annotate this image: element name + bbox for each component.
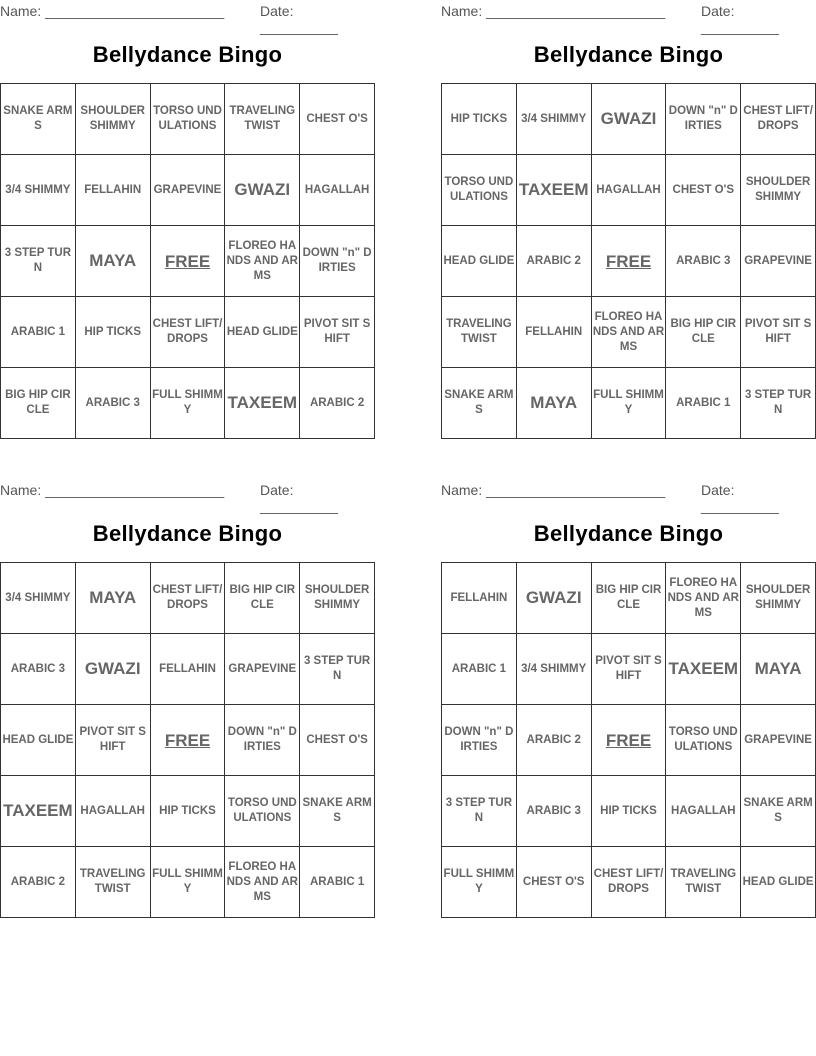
bingo-cell: MAYA [516,368,591,439]
bingo-cell: 3 STEP TURN [741,368,816,439]
name-field: Name: _______________________ [0,3,225,19]
bingo-cell: HEAD GLIDE [442,226,517,297]
bingo-cell: TAXEEM [1,776,76,847]
bingo-cell: HEAD GLIDE [225,297,300,368]
card-title: Bellydance Bingo [533,42,724,67]
bingo-cell: DOWN "n" DIRTIES [666,84,741,155]
bingo-grid [0,83,375,439]
bingo-cell: TRAVELING TWIST [666,847,741,918]
grid-row [442,84,816,155]
bingo-cell: PIVOT SIT SHIFT [75,705,150,776]
bingo-cell: HAGALLAH [666,776,741,847]
bingo-cell: BIG HIP CIRCLE [225,563,300,634]
free-space: FREE [150,705,225,776]
card-header [441,479,816,514]
bingo-cell: TRAVELING TWIST [75,847,150,918]
bingo-cell: FLOREO HANDS AND ARMS [225,226,300,297]
bingo-cell: SHOULDER SHIMMY [741,563,816,634]
bingo-cell: ARABIC 1 [442,634,517,705]
bingo-cell: BIG HIP CIRCLE [591,563,666,634]
bingo-cell: FLOREO HANDS AND ARMS [591,297,666,368]
bingo-cell: DOWN "n" DIRTIES [442,705,517,776]
card-header [0,479,375,514]
grid-row [442,563,816,634]
bingo-cell: SNAKE ARMS [741,776,816,847]
bingo-cell: PIVOT SIT SHIFT [591,634,666,705]
grid-row [1,776,375,847]
grid-row [442,776,816,847]
bingo-cell: TORSO UNDULATIONS [442,155,517,226]
grid-row [442,226,816,297]
bingo-cell: SNAKE ARMS [442,368,517,439]
bingo-cell: MAYA [741,634,816,705]
bingo-cell: 3/4 SHIMMY [516,634,591,705]
bingo-cell: HIP TICKS [442,84,517,155]
free-space: FREE [591,226,666,297]
bingo-cell: GWAZI [225,155,300,226]
bingo-cell: FELLAHIN [75,155,150,226]
bingo-cell: CHEST O'S [666,155,741,226]
bingo-cell: HAGALLAH [591,155,666,226]
bingo-cell: TORSO UNDULATIONS [666,705,741,776]
bingo-cell: FULL SHIMMY [150,368,225,439]
grid-row [1,297,375,368]
bingo-cell: ARABIC 3 [1,634,76,705]
bingo-cell: 3/4 SHIMMY [1,563,76,634]
bingo-cell: FULL SHIMMY [591,368,666,439]
card-title: Bellydance Bingo [533,521,724,546]
bingo-cell: MAYA [75,563,150,634]
bingo-cell: DOWN "n" DIRTIES [225,705,300,776]
free-space: FREE [150,226,225,297]
date-field: Date: __________ [701,482,779,514]
bingo-cell: 3/4 SHIMMY [516,84,591,155]
bingo-cell: GWAZI [75,634,150,705]
grid-row [1,368,375,439]
bingo-cell: SHOULDER SHIMMY [75,84,150,155]
grid-row [442,368,816,439]
bingo-cell: GRAPEVINE [741,226,816,297]
bingo-cell: PIVOT SIT SHIFT [300,297,375,368]
bingo-cell: HIP TICKS [591,776,666,847]
bingo-card-4 [441,479,816,914]
grid-row [442,705,816,776]
bingo-cell: ARABIC 3 [666,226,741,297]
grid-row [442,297,816,368]
bingo-cell: HEAD GLIDE [741,847,816,918]
bingo-cell: ARABIC 2 [1,847,76,918]
bingo-cell: BIG HIP CIRCLE [666,297,741,368]
bingo-cell: TRAVELING TWIST [225,84,300,155]
bingo-cell: SHOULDER SHIMMY [741,155,816,226]
bingo-cell: HEAD GLIDE [1,705,76,776]
grid-row [1,155,375,226]
bingo-grid [0,562,375,918]
bingo-cell: ARABIC 2 [516,226,591,297]
card-title: Bellydance Bingo [92,42,283,67]
bingo-cell: FLOREO HANDS AND ARMS [666,563,741,634]
bingo-cell: FELLAHIN [442,563,517,634]
bingo-cell: CHEST O'S [300,84,375,155]
bingo-cell: TORSO UNDULATIONS [225,776,300,847]
bingo-cell: HIP TICKS [150,776,225,847]
grid-row [1,705,375,776]
date-field: Date: __________ [260,3,338,35]
bingo-cell: ARABIC 1 [1,297,76,368]
bingo-cell: SNAKE ARMS [1,84,76,155]
bingo-cell: CHEST O'S [300,705,375,776]
bingo-cell: 3 STEP TURN [300,634,375,705]
bingo-cell: TRAVELING TWIST [442,297,517,368]
bingo-cell: ARABIC 1 [300,847,375,918]
bingo-cell: CHEST LIFT/DROPS [150,297,225,368]
bingo-cell: 3/4 SHIMMY [1,155,76,226]
grid-row [1,634,375,705]
bingo-cell: PIVOT SIT SHIFT [741,297,816,368]
bingo-cell: CHEST O'S [516,847,591,918]
bingo-cell: TAXEEM [225,368,300,439]
bingo-card-1 [0,0,375,435]
bingo-cell: GRAPEVINE [225,634,300,705]
bingo-cell: TAXEEM [516,155,591,226]
bingo-cell: FULL SHIMMY [150,847,225,918]
bingo-cell: 3 STEP TURN [1,226,76,297]
date-field: Date: __________ [701,3,779,35]
grid-row [1,847,375,918]
bingo-cell: HAGALLAH [75,776,150,847]
bingo-cell: ARABIC 2 [300,368,375,439]
grid-row [1,563,375,634]
bingo-cell: ARABIC 2 [516,705,591,776]
card-header [441,0,816,35]
bingo-cell: FELLAHIN [516,297,591,368]
bingo-grid [441,562,816,918]
bingo-cell: GRAPEVINE [150,155,225,226]
bingo-cell: TORSO UNDULATIONS [150,84,225,155]
bingo-cell: FULL SHIMMY [442,847,517,918]
bingo-cell: CHEST LIFT/DROPS [741,84,816,155]
name-field: Name: _______________________ [0,482,225,498]
card-header [0,0,375,35]
bingo-cell: GWAZI [591,84,666,155]
bingo-cell: 3 STEP TURN [442,776,517,847]
name-field: Name: _______________________ [441,482,666,498]
card-title: Bellydance Bingo [92,521,283,546]
name-field: Name: _______________________ [441,3,666,19]
bingo-grid [441,83,816,439]
bingo-cell: GRAPEVINE [741,705,816,776]
bingo-cell: HAGALLAH [300,155,375,226]
bingo-cell: SHOULDER SHIMMY [300,563,375,634]
bingo-card-2 [441,0,816,435]
bingo-cell: MAYA [75,226,150,297]
bingo-cell: DOWN "n" DIRTIES [300,226,375,297]
bingo-cell: CHEST LIFT/DROPS [591,847,666,918]
bingo-cell: BIG HIP CIRCLE [1,368,76,439]
date-field: Date: __________ [260,482,338,514]
grid-row [442,634,816,705]
bingo-cell: ARABIC 3 [516,776,591,847]
bingo-cell: TAXEEM [666,634,741,705]
free-space: FREE [591,705,666,776]
grid-row [442,155,816,226]
bingo-cell: ARABIC 3 [75,368,150,439]
bingo-cell: CHEST LIFT/DROPS [150,563,225,634]
bingo-cell: FELLAHIN [150,634,225,705]
grid-row [442,847,816,918]
bingo-cell: HIP TICKS [75,297,150,368]
grid-row [1,226,375,297]
bingo-cell: ARABIC 1 [666,368,741,439]
bingo-card-3 [0,479,375,914]
grid-row [1,84,375,155]
bingo-cell: SNAKE ARMS [300,776,375,847]
bingo-cell: FLOREO HANDS AND ARMS [225,847,300,918]
bingo-cell: GWAZI [516,563,591,634]
